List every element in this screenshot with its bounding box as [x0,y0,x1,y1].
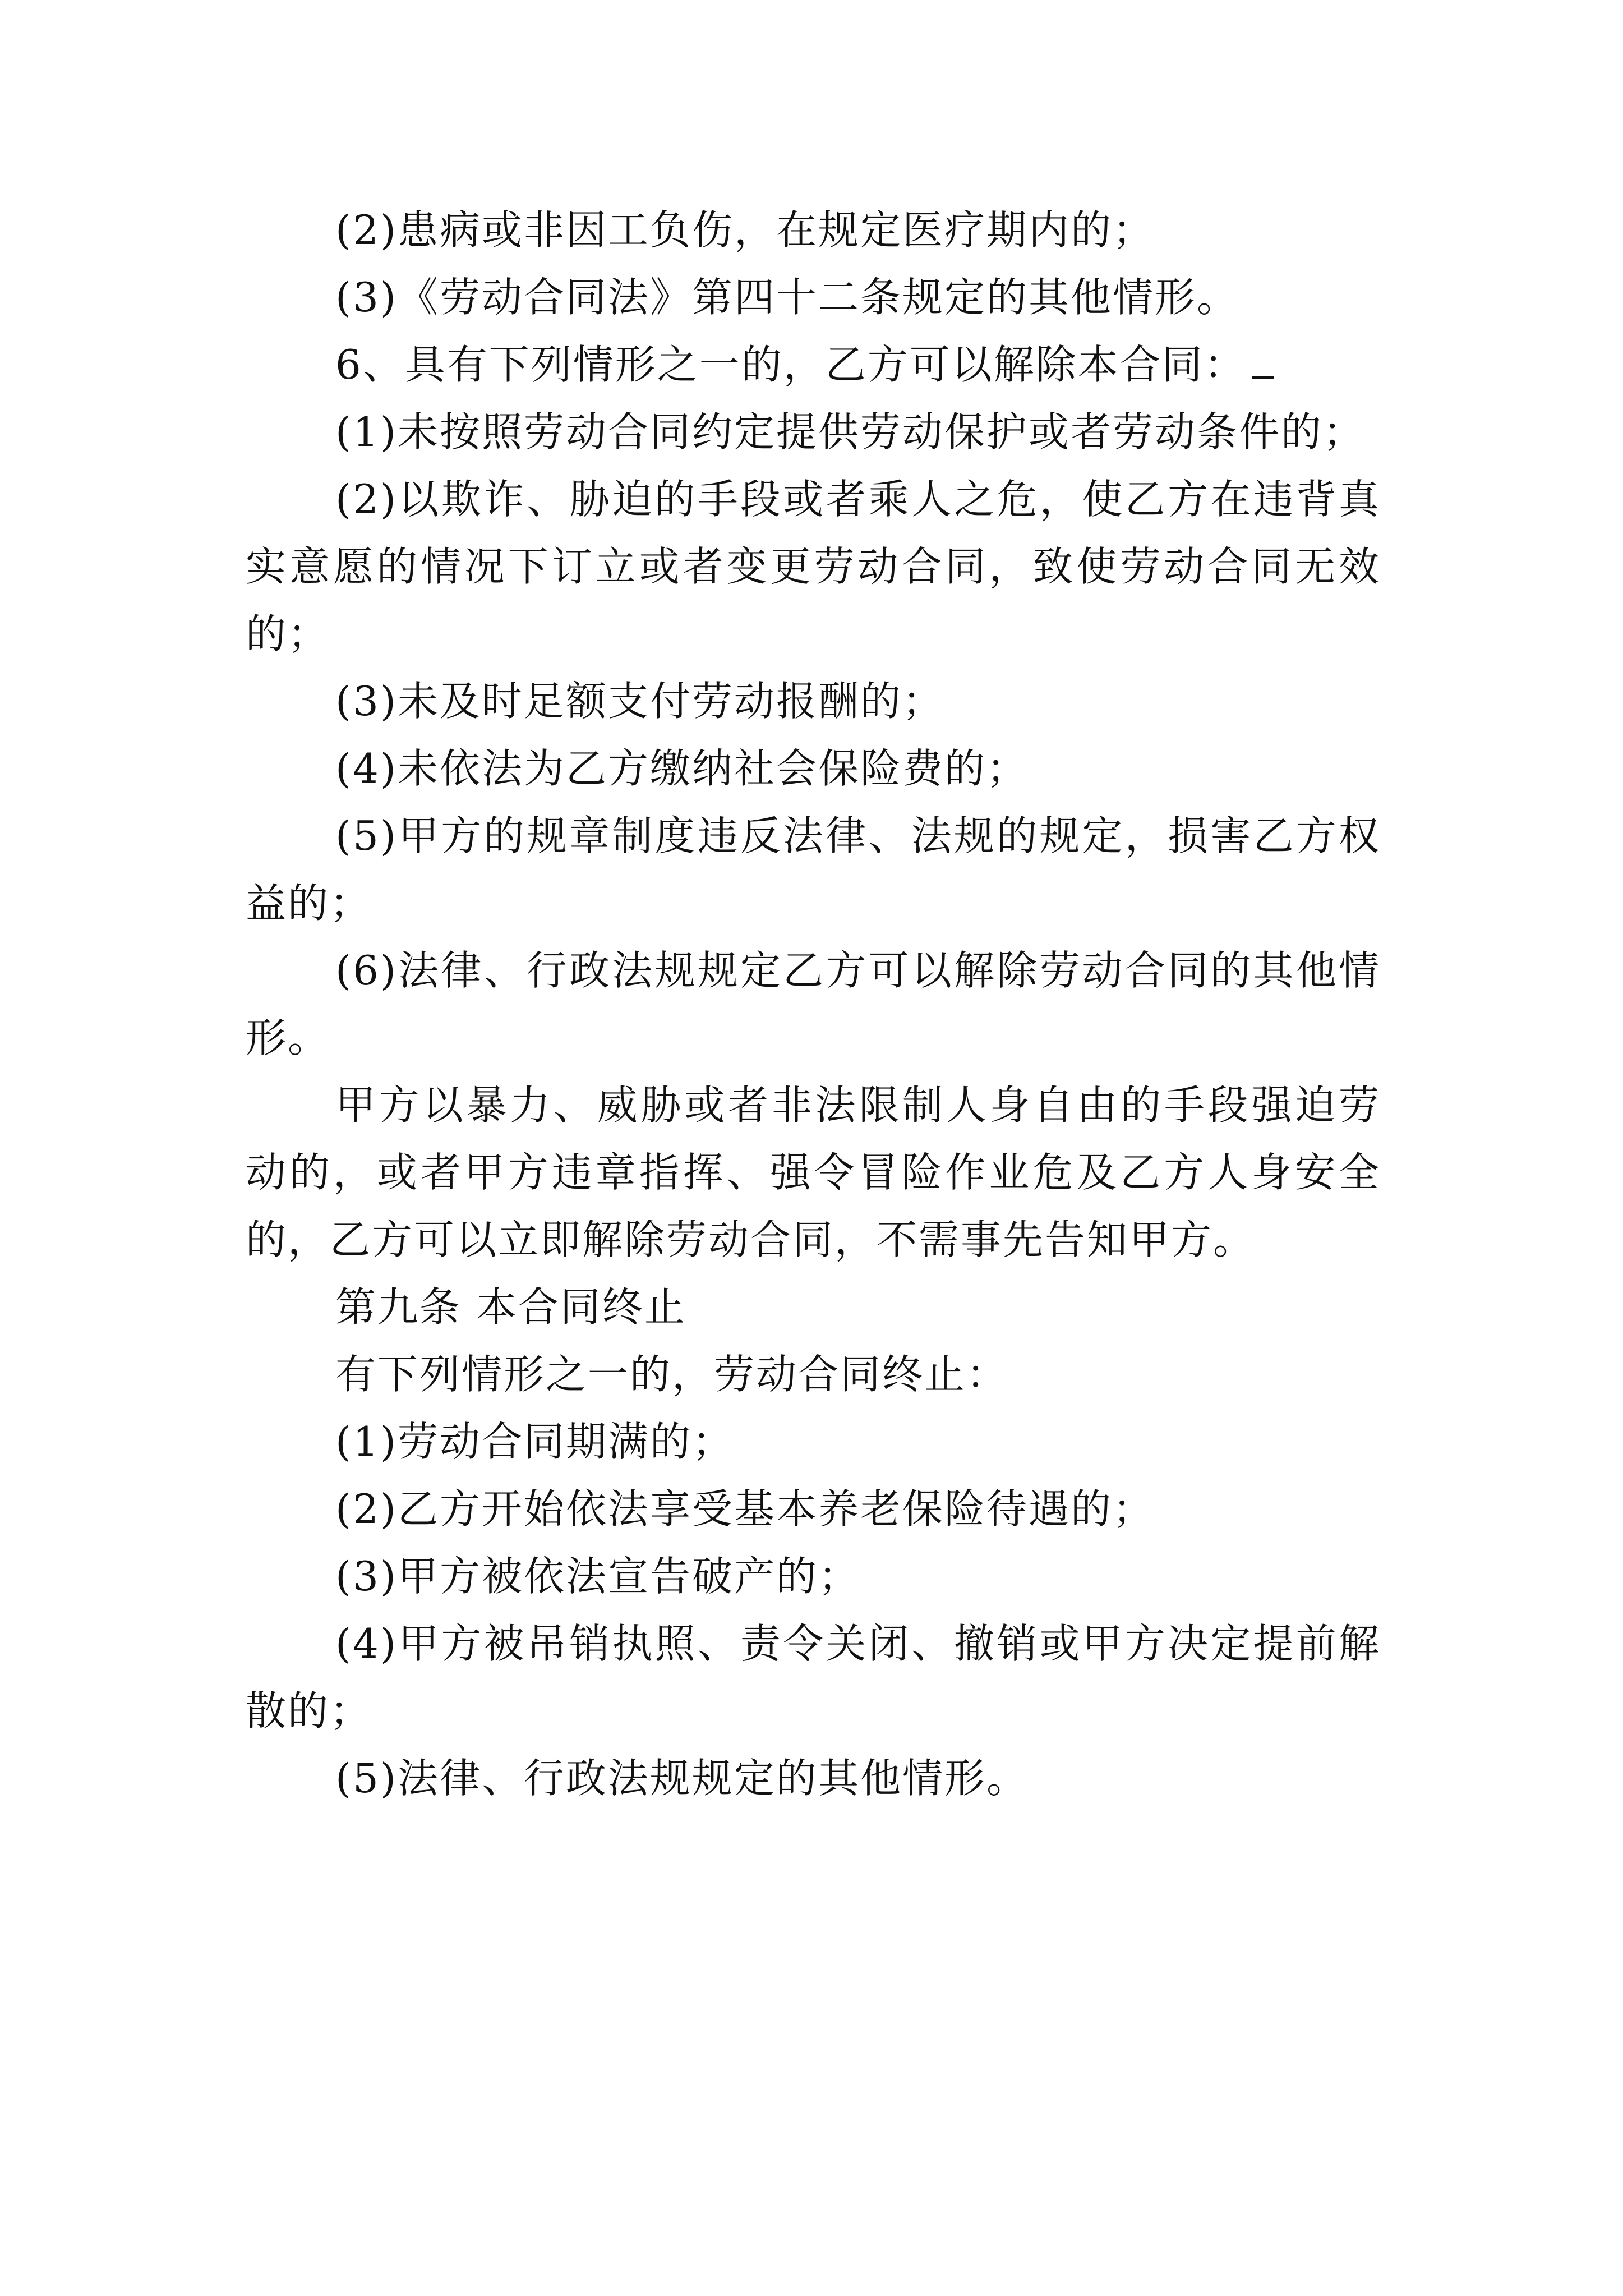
article-9-heading: 第九条 本合同终止 [335,1283,686,1331]
paragraph-6-text: 6、具有下列情形之一的，乙方可以解除本合同： [335,341,1246,388]
paragraph-t3-bankruptcy: (3)甲方被依法宣告破产的； [335,1553,860,1600]
paragraph-forced-labor: 甲方以暴力、威胁或者非法限制人身自由的手段强迫劳动的，或者甲方违章指挥、强令冒险作业危及乙方人身安全的，乙方可以立即解除劳动合同，不需事先告知甲方。 [246,1082,1381,1263]
paragraph-b1-protection: (1)未按照劳动合同约定提供劳动保护或者劳动条件的； [335,408,1365,455]
paragraph-b6-other: (6)法律、行政法规规定乙方可以解除劳动合同的其他情形。 [246,947,1381,1061]
paragraph-t2-pension: (2)乙方开始依法享受基本养老保险待遇的； [335,1485,1155,1533]
paragraph-b5-rules: (5)甲方的规章制度违反法律、法规的规定，损害乙方权益的； [246,812,1381,927]
document-body [246,196,1381,1812]
paragraph-b3-wages: (3)未及时足额支付劳动报酬的； [335,678,944,725]
paragraph-3-other-cases: (3)《劳动合同法》第四十二条规定的其他情形。 [335,274,1239,321]
paragraph-termination-intro: 有下列情形之一的，劳动合同终止： [335,1351,1009,1398]
paragraph-2-illness: (2)患病或非因工负伤，在规定医疗期内的； [335,206,1155,254]
paragraph-6-termination-by-b [246,331,1381,398]
blank-underline [1252,343,1274,379]
paragraph-b4-insurance: (4)未依法为乙方缴纳社会保险费的； [335,745,1029,792]
paragraph-b2-fraud: (2)以欺诈、胁迫的手段或者乘人之危，使乙方在违背真实意愿的情况下订立或者变更劳动合同，致使劳动合同无效的； [246,476,1381,657]
paragraph-t4-license-revoked: (4)甲方被吊销执照、责令关闭、撤销或甲方决定提前解散的； [246,1620,1381,1734]
paragraph-t1-expiry: (1)劳动合同期满的； [335,1418,734,1465]
paragraph-t5-other: (5)法律、行政法规规定的其他情形。 [335,1755,1029,1802]
